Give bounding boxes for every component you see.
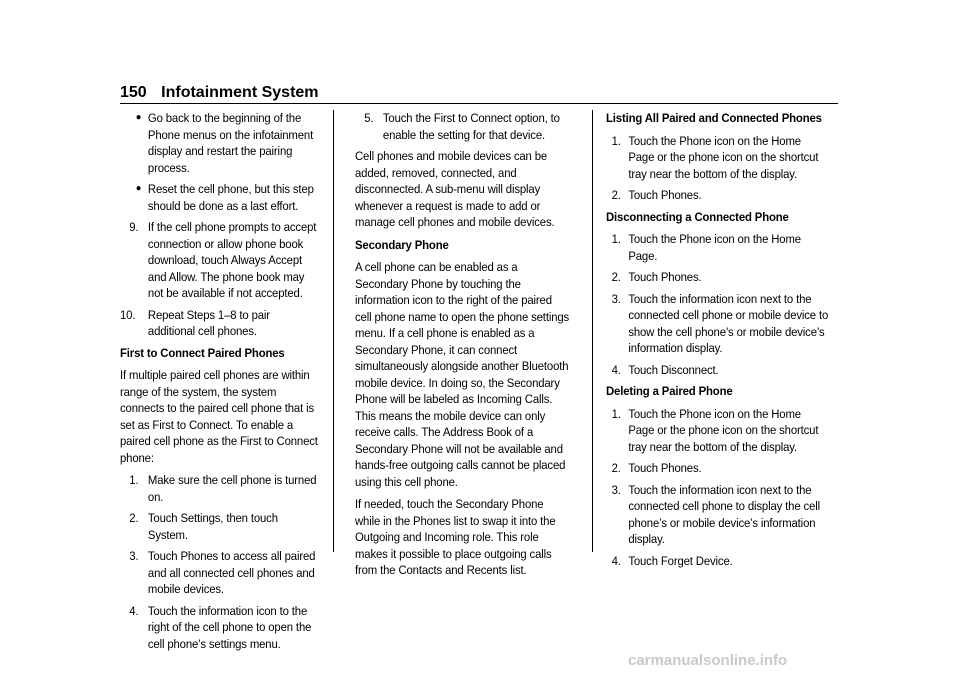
paragraph: A cell phone can be enabled as a Secondary Phone by touching the information icon to the right of the paired cell phone name to open the phone settings menu. If a cell phone is enabled as a Secondary Phone, it can connect simultaneously alongside another Bluetooth mobile device. In doing so, the Secondary Phone will be labeled as Incoming Calls. This means the mobile device can only receive calls. The Address Book of a Secondary Phone will not be available and hands-free outgoing calls cannot be placed using this cell phone. xyxy=(355,260,570,489)
bullet-icon: ● xyxy=(135,183,142,194)
subheading: First to Connect Paired Phones xyxy=(120,345,285,360)
list-item: 2. Touch Phones. xyxy=(611,188,702,202)
list-item: 1. Touch the Phone icon on the Home Page or the phone icon on the shortcut tray near the bottom of the display. xyxy=(611,133,819,181)
list-item: 2. Touch Phones. xyxy=(611,461,702,475)
paragraph: If needed, touch the Secondary Phone while in the Phones list to swap it into the Outgoing and Incoming role. This role makes it possible to place outgoing calls from the Contacts and Recents list. xyxy=(355,497,556,577)
column-2 xyxy=(355,110,571,585)
list-item: 1. Touch the Phone icon on the Home Page. xyxy=(611,232,801,263)
list-item: 4. Touch the information icon to the right of the cell phone to open the cell phone’s settings menu. xyxy=(129,603,312,651)
subheading: Secondary Phone xyxy=(355,237,449,252)
subheading: Listing All Paired and Connected Phones xyxy=(606,111,822,125)
list-item: 3. Touch the information icon next to the connected cell phone or mobile device to show the cell phone’s or mobile device’s information display. xyxy=(611,291,829,355)
column-1 xyxy=(120,110,320,657)
list-item: ● Reset the cell phone, but this step should be done as a last effort. xyxy=(135,182,314,213)
watermark: carmanualsonline.info xyxy=(628,652,788,669)
list-item: 4. Touch Forget Device. xyxy=(611,553,733,568)
column-divider-1 xyxy=(333,110,334,552)
list-item: 1. Make sure the cell phone is turned on. xyxy=(129,473,317,504)
section-title: Infotainment System xyxy=(161,84,319,101)
column-divider-2 xyxy=(592,110,593,552)
list-item: 10. Repeat Steps 1–8 to pair additional cell phones. xyxy=(120,307,270,338)
list-item: 9. If the cell phone prompts to accept connection or allow phone book download, touch Always Accept and Allow. The phone book may not be available if not accepted. xyxy=(129,220,317,300)
list-item: ● Go back to the beginning of the Phone menus on the infotainment display and restart the pairing process. xyxy=(135,111,314,175)
paragraph: If multiple paired cell phones are within range of the system, the system connects to the paired cell phone that is set as First to Connect. To enable a paired cell phone as the First to Connect phone: xyxy=(120,368,318,465)
header-rule xyxy=(120,103,838,104)
list-item: 3. Touch the information icon next to the connected cell phone to display the cell phone’s or mobile device’s information display. xyxy=(611,482,820,546)
list-item: 2. Touch Phones. xyxy=(611,270,702,284)
list-item: 2. Touch Settings, then touch System. xyxy=(129,511,278,542)
list-item: 4. Touch Disconnect. xyxy=(611,362,719,377)
column-3 xyxy=(606,110,829,574)
list-item: 5. Touch the First to Connect option, to enable the setting for that device. xyxy=(364,111,560,142)
page-header xyxy=(120,84,319,102)
subheading: Deleting a Paired Phone xyxy=(606,384,733,398)
page-number: 150 xyxy=(120,84,147,101)
list-item: 3. Touch Phones to access all paired and all connected cell phones and mobile devices. xyxy=(129,549,316,596)
subheading: Disconnecting a Connected Phone xyxy=(606,209,789,224)
list-item: 1. Touch the Phone icon on the Home Page or the phone icon on the shortcut tray near the bottom of the display. xyxy=(611,406,819,454)
paragraph: Cell phones and mobile devices can be added, removed, connected, and disconnected. A sub-menu will display whenever a request is made to add or manage cell phones and mobile devices. xyxy=(355,149,555,229)
bullet-icon: ● xyxy=(135,112,142,123)
